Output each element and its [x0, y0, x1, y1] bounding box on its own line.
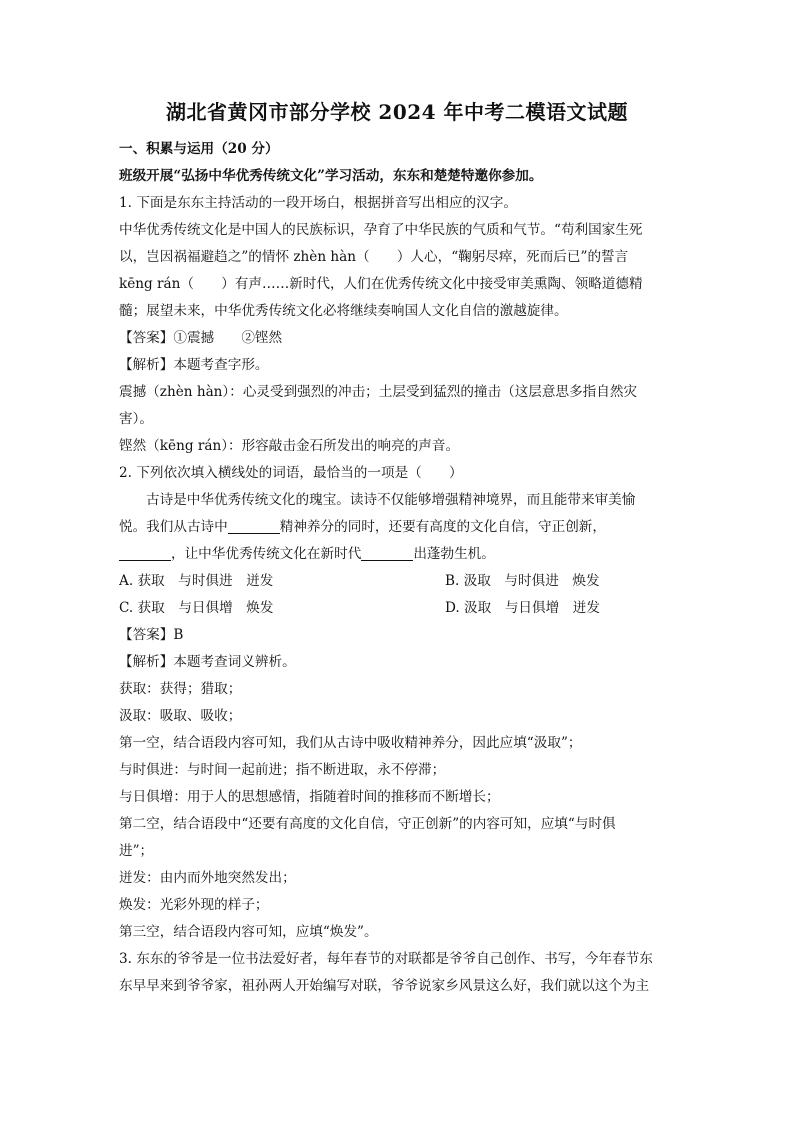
q2-explanation-3: 第一空，结合语段内容可知，我们从古诗中吸收精神养分，因此应填“汲取”；	[119, 735, 582, 751]
question-1-stem: 1. 下面是东东主持活动的一段开场白，根据拼音写出相应的汉字。	[119, 195, 517, 211]
q2-passage-line-3	[119, 541, 679, 568]
q2-explanation-8: 焕发：光彩外现的样子；	[119, 897, 269, 913]
section-heading: 一、积累与运用（20 分）	[119, 141, 279, 157]
document-body	[119, 136, 679, 1000]
option-b: B. 汲取 与时俱进 焕发	[445, 573, 600, 589]
q2-passage-line-2	[119, 514, 679, 541]
q2-explanation-5: 与日俱增：用于人的思想感情，指随着时间的推移而不断增长；	[119, 789, 500, 805]
q2-passage-line-2-end: 精神养分的同时，还要有高度的文化自信，守正创新，	[279, 519, 606, 535]
q2-passage-line-2-start: 悦。我们从古诗中	[119, 519, 228, 535]
q2-options-row-2	[119, 595, 679, 622]
activity-intro: 班级开展“弘扬中华优秀传统文化”学习活动，东东和楚楚特邀你参加。	[119, 168, 543, 184]
q2-passage-line-3-mid: ，让中华优秀传统文化在新时代	[171, 546, 362, 562]
q2-explanation-2: 汲取：吸取、吸收；	[119, 708, 242, 724]
q1-explanation-1b: 害）。	[119, 411, 153, 427]
question-2-stem: 2. 下列依次填入横线处的词语，最恰当的一项是（ ）	[119, 465, 463, 481]
q2-explanation-4: 与时俱进：与时间一起前进；指不断进取，永不停滞；	[119, 762, 446, 778]
q2-explanation-6b: 进”；	[119, 843, 154, 859]
q1-passage-line-3: kēng rán（ ）有声……新时代，人们在优秀传统文化中接受审美熏陶、领略道德精	[119, 276, 643, 292]
q2-passage-line-3-end: 出蓬勃生机。	[413, 546, 495, 562]
fill-blank-3	[361, 545, 413, 561]
q1-explanation-2: 铿然（kēng rán）：形容敲击金石所发出的响亮的声音。	[119, 438, 460, 454]
q2-explanation-7: 迸发：由内而外地突然发出；	[119, 870, 296, 886]
q2-explanation-9: 第三空，结合语段内容可知，应填“焕发”。	[119, 924, 378, 940]
option-a: A. 获取 与时俱进 迸发	[119, 573, 274, 589]
question-3-line-1: 3. 东东的爷爷是一位书法爱好者，每年春节的对联都是爷爷自己创作、书写，今年春节东	[119, 951, 653, 967]
q1-answer: 【答案】①震撼 ②铿然	[119, 330, 283, 346]
q2-explanation-6a: 第二空，结合语段中“还要有高度的文化自信，守正创新”的内容可知，应填“与时俱	[119, 816, 616, 832]
q1-passage-line-1: 中华优秀传统文化是中国人的民族标识，孕育了中华民族的气质和气节。“苟利国家生死	[119, 222, 643, 238]
option-c: C. 获取 与日俱增 焕发	[119, 600, 274, 616]
q2-explanation-1: 获取：获得；猎取；	[119, 681, 242, 697]
q1-passage-line-2: 以，岂因祸福避趋之”的情怀 zhèn hàn（ ）人心，“鞠躬尽瘁，死而后已”的誓言	[119, 249, 629, 265]
page-title: 湖北省黄冈市部分学校 2024 年中考二模语文试题	[165, 100, 629, 124]
question-3-line-2: 东早早来到爷爷家，祖孙两人开始编写对联，爷爷说家乡风景这么好，我们就以这个为主	[119, 978, 650, 994]
q2-options-row-1	[119, 568, 679, 595]
q1-explanation-1a: 震撼（zhèn hàn）：心灵受到强烈的冲击；土层受到猛烈的撞击（这层意思多指自然灾	[119, 384, 638, 400]
q2-passage-line-1: 古诗是中华优秀传统文化的瑰宝。读诗不仅能够增强精神境界，而且能带来审美愉	[146, 492, 636, 508]
fill-blank-1	[228, 518, 280, 534]
q2-analysis: 【解析】本题考查词义辨析。	[119, 654, 296, 670]
fill-blank-2	[119, 545, 171, 561]
q1-passage-line-4: 髓；展望未来，中华优秀传统文化必将继续奏响国人文化自信的激越旋律。	[119, 303, 568, 319]
q1-analysis: 【解析】本题考查字形。	[119, 357, 269, 373]
option-d: D. 汲取 与日俱增 迸发	[445, 600, 600, 616]
q2-answer: 【答案】B	[119, 627, 184, 643]
